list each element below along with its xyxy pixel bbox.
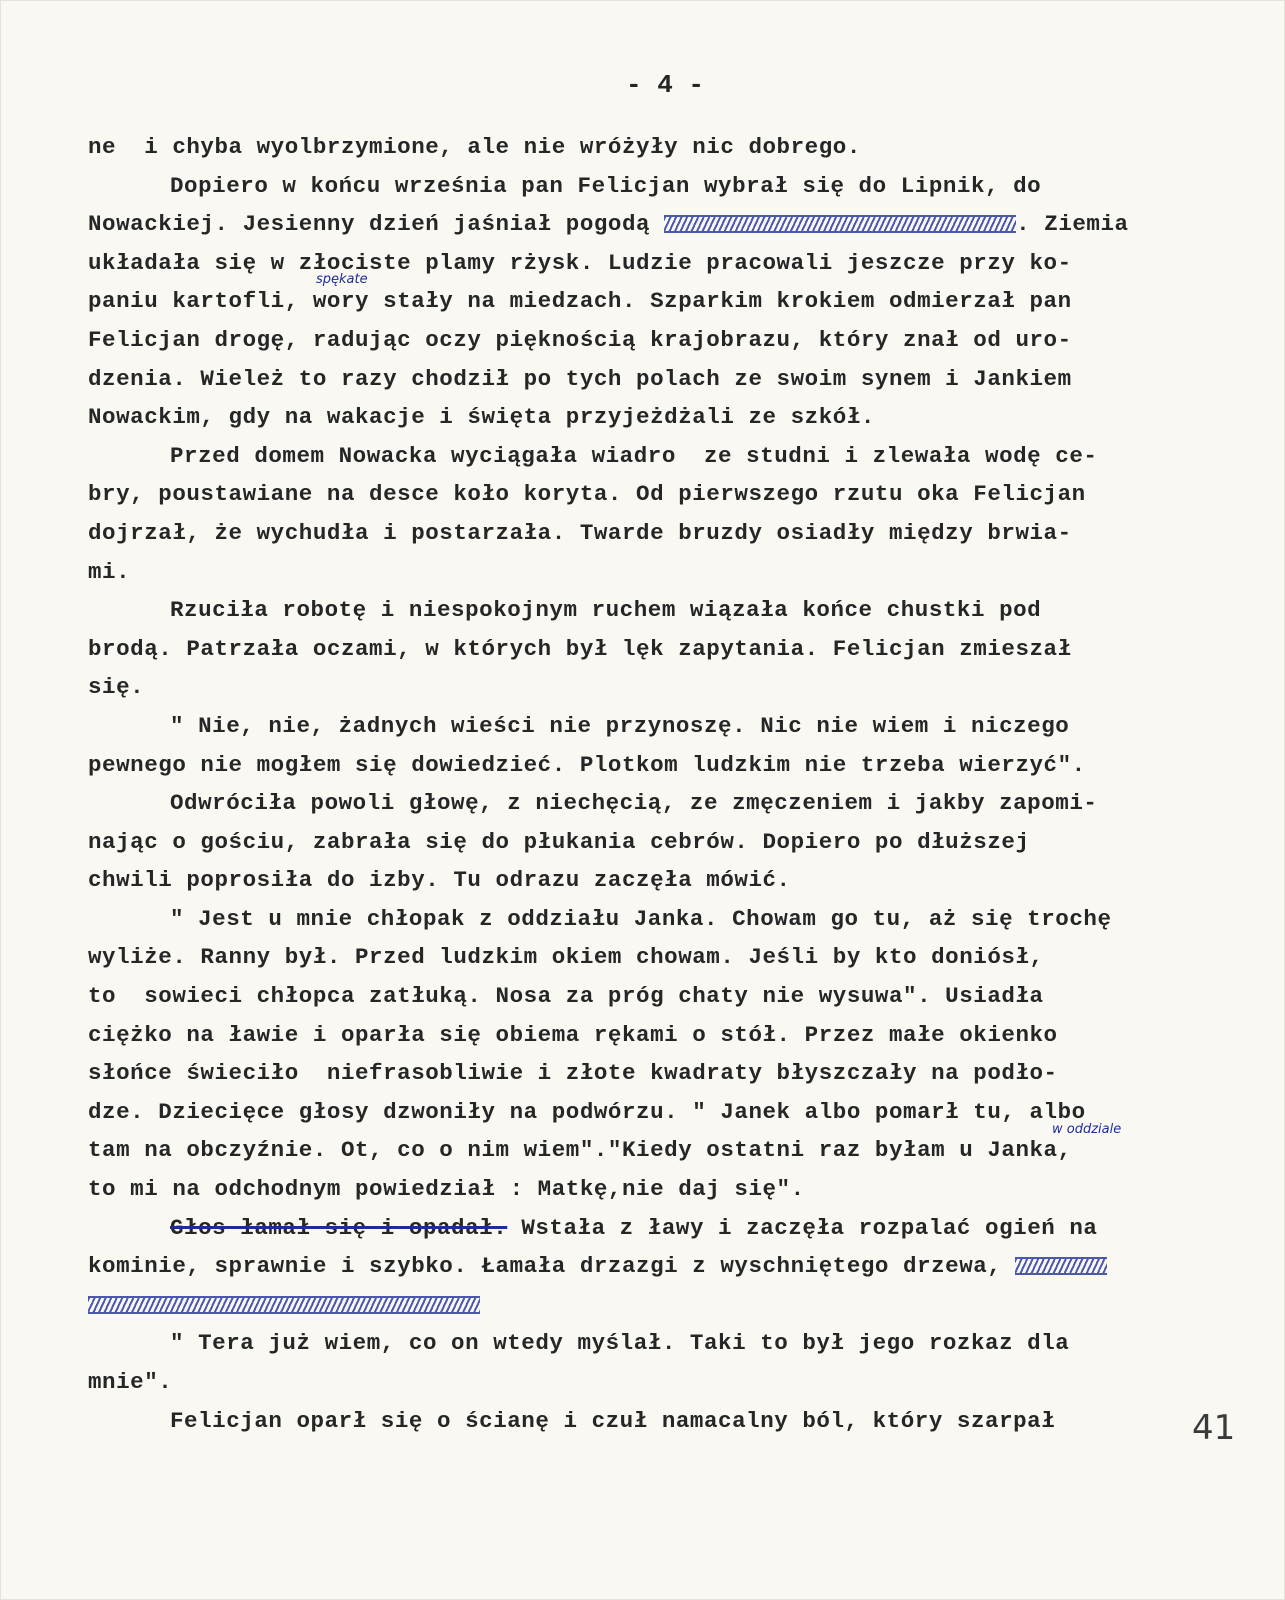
text-line: układała się w złociste plamy rżysk. Ludzie pracowali jeszcze przy ko- xyxy=(88,249,1072,276)
page-number: - 4 - xyxy=(625,70,704,100)
text-line: " Tera już wiem, co on wtedy myślał. Taki to był jego rozkaz dla xyxy=(170,1330,1070,1357)
struck-text: Głos łamał się i opadał. xyxy=(170,1214,508,1241)
text-line: dojrzał, że wychudła i postarzała. Twarde bruzdy osiadły między brwia- xyxy=(88,519,1072,546)
text-line: Odwróciła powoli głowę, z niechęcią, ze zmęczeniem i jakby zapomi- xyxy=(170,790,1098,817)
text-segment: . Ziemia xyxy=(1016,211,1129,238)
text-line: " Nie, nie, żadnych wieści nie przynoszę. Nic nie wiem i niczego xyxy=(170,712,1070,739)
text-line: " Jest u mnie chłopak z oddziału Janka. Chowam go tu, aż się trochę xyxy=(170,905,1112,932)
text-line: to sowieci chłopca zatłuką. Nosa za próg chaty nie wysuwa". Usiadła xyxy=(88,983,1044,1010)
text-line: dze. Dziecięce głosy dzwoniły na podwórzu. " Janek albo pomarł tu, albo xyxy=(88,1098,1086,1125)
text-line: brodą. Patrzała oczami, w których był lęk zapytania. Felicjan zmieszał xyxy=(88,635,1072,662)
text-line: Rzuciła robotę i niespokojnym ruchem wiązała końce chustki pod xyxy=(170,597,1042,624)
text-line: tam na obczyźnie. Ot, co o nim wiem"."Kiedy ostatni raz byłam u Janka, xyxy=(88,1137,1072,1164)
text-line: to mi na odchodnym powiedział : Matkę,nie daj się". xyxy=(88,1176,805,1203)
handwritten-annotation: spękate xyxy=(316,272,368,287)
text-line-with-strikethrough xyxy=(88,1209,1238,1248)
text-line: dzenia. Wieleż to razy chodził po tych polach ze swoim synem i Jankiem xyxy=(88,365,1072,392)
page-body xyxy=(88,128,1238,1440)
text-line: Nowackim, gdy na wakacje i święta przyjeżdżali ze szkół. xyxy=(88,404,875,431)
text-line: ne i chyba wyolbrzymione, ale nie wróżyły nic dobrego. xyxy=(88,134,861,160)
text-line: wyliże. Ranny był. Przed ludzkim okiem chowam. Jeśli by kto doniósł, xyxy=(88,944,1044,971)
text-line: Przed domem Nowacka wyciągała wiadro ze studni i zlewała wodę ce- xyxy=(170,442,1098,469)
text-line: Felicjan oparł się o ścianę i czuł namacalny ból, który szarpał xyxy=(170,1407,1056,1434)
handwritten-deletion-scribble xyxy=(88,1296,480,1314)
text-line: nając o gościu, zabrała się do płukania cebrów. Dopiero po dłuższej xyxy=(88,828,1030,855)
text-line: słońce świeciło niefrasobliwie i złote kwadraty błyszczały na podło- xyxy=(88,1060,1058,1087)
text-line: Felicjan drogę, radując oczy pięknością krajobrazu, który znał od uro- xyxy=(88,326,1072,353)
handwritten-deletion-scribble xyxy=(1015,1257,1107,1275)
text-line: mi. xyxy=(88,558,131,585)
text-line: ciężko na ławie i oparła się obiema rękami o stół. Przez małe okienko xyxy=(88,1021,1058,1048)
text-line: się. xyxy=(88,674,145,701)
handwritten-annotation: w oddziale xyxy=(1052,1122,1122,1137)
text-line: chwili poprosiła do izby. Tu odrazu zaczęła mówić. xyxy=(88,867,791,894)
text-line: pewnego nie mogłem się dowiedzieć. Plotkom ludzkim nie trzeba wierzyć". xyxy=(88,751,1086,778)
text-line: Dopiero w końcu września pan Felicjan wybrał się do Lipnik, do xyxy=(170,172,1042,199)
handwritten-deletion-scribble xyxy=(664,215,1016,233)
text-line: paniu kartofli, wory stały na miedzach. Szparkim krokiem odmierzał pan xyxy=(88,288,1072,315)
text-line-with-deletion xyxy=(88,205,1238,244)
text-line: mnie". xyxy=(88,1369,173,1395)
text-segment: kominie, sprawnie i szybko. Łamała drzazgi z wyschniętego drzewa, xyxy=(88,1253,1002,1280)
text-line-with-deletion xyxy=(88,1247,1238,1286)
text-segment: Wstała z ławy i zaczęła rozpalać ogień na xyxy=(507,1214,1098,1241)
deleted-line xyxy=(88,1286,1238,1325)
text-line: bry, poustawiane na desce koło koryta. Od pierwszego rzutu oka Felicjan xyxy=(88,481,1086,508)
handwritten-folio-number: 41 xyxy=(1192,1408,1236,1448)
text-segment: Nowackiej. Jesienny dzień jaśniał pogodą xyxy=(88,211,651,238)
